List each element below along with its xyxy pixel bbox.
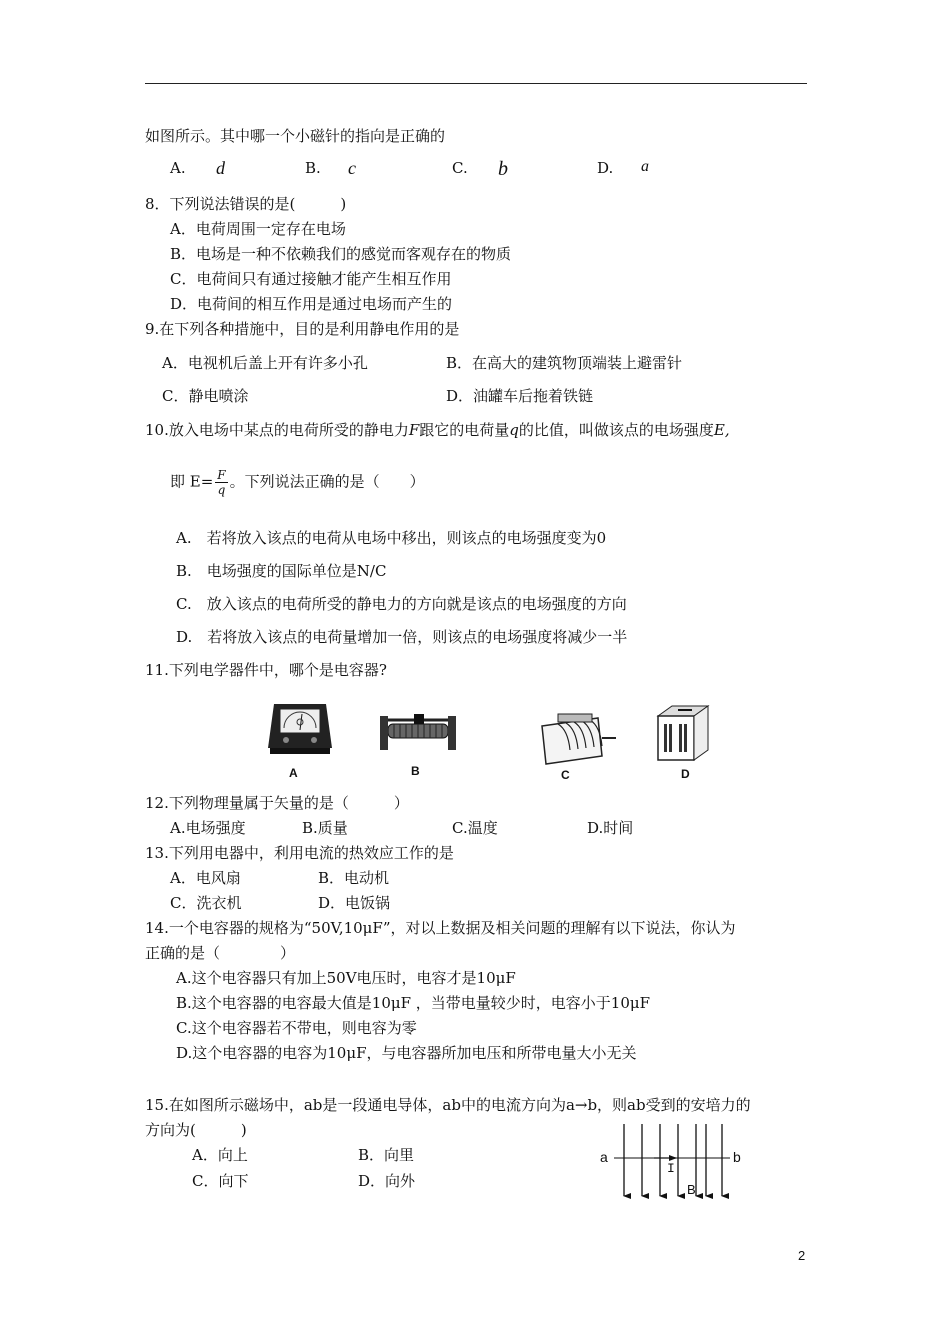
q12-option-b: B.质量 [302, 819, 348, 837]
q14-stem-line2: 正确的是（ ） [145, 944, 296, 962]
q10-stem-part-a: 10.放入电场中某点的电荷所受的静电力 [145, 421, 409, 439]
q10-formula-line [170, 468, 425, 497]
q10-option-a: A. 若将放入该点的电荷从电场中移出，则该点的电场强度变为0 [176, 529, 607, 547]
q11-label-c: C [561, 768, 570, 782]
q9-option-b: B．在高大的建筑物顶端装上避雷针 [446, 354, 683, 372]
rheostat-image [376, 708, 460, 756]
q14-option-c: C.这个电容器若不带电，则电容为零 [176, 1019, 417, 1037]
q15-stem-line2: 方向为( ) [145, 1121, 247, 1139]
q11-label-a: A [289, 766, 298, 780]
q15-option-c: C．向下 [192, 1172, 249, 1190]
q11-label-b: B [411, 764, 420, 778]
q13-option-a: A．电风扇 [170, 869, 241, 887]
q12-option-d: D.时间 [587, 819, 634, 837]
q10-formula-prefix: 即 E= [170, 472, 214, 491]
q8-option-c: C．电荷间只有通过接触才能产生相互作用 [170, 270, 452, 288]
q15-stem-line1: 15.在如图所示磁场中，ab是一段通电导体，ab中的电流方向为a→b，则ab受到的安培力的 [145, 1096, 751, 1114]
battery-image [652, 702, 712, 764]
q10-fraction [215, 468, 227, 497]
q7-option-b-value: c [348, 158, 356, 178]
q14-option-a: A.这个电容器只有加上50V电压时，电容才是10μF [176, 969, 516, 987]
q9-option-c: C．静电喷涂 [162, 387, 249, 405]
q15-figure-label-current: I [667, 1161, 675, 1176]
q14-option-d: D.这个电容器的电容为10μF，与电容器所加电压和所带电量大小无关 [176, 1044, 637, 1062]
q12-option-a: A.电场强度 [170, 819, 246, 837]
q15-figure-label-b: b [733, 1149, 741, 1165]
page-number: 2 [798, 1248, 806, 1263]
q12-stem: 12.下列物理量属于矢量的是（ ） [145, 794, 409, 812]
q11-label-d: D [681, 767, 690, 781]
q8-stem: 8．下列说法错误的是( ) [145, 195, 347, 213]
q15-figure-label-a: a [600, 1149, 608, 1165]
variable-capacitor-image [538, 712, 620, 770]
q7-text: 如图所示。其中哪一个小磁针的指向是正确的 [145, 127, 446, 145]
header-rule [145, 83, 807, 84]
q12-option-c: C.温度 [452, 819, 498, 837]
q11-stem: 11.下列电学器件中，哪个是电容器? [145, 661, 387, 679]
q8-option-d: D．电荷间的相互作用是通过电场而产生的 [170, 295, 453, 313]
q15-option-b: B．向里 [358, 1146, 415, 1164]
ammeter-image [266, 700, 336, 756]
q15-figure-label-field: B [687, 1182, 696, 1197]
q7-option-d-value: a [641, 158, 649, 175]
q10-option-d: D. 若将放入该点的电荷量增加一倍，则该点的电场强度将减少一半 [176, 628, 628, 646]
q9-option-d: D．油罐车后拖着铁链 [446, 387, 594, 405]
q15-option-d: D．向外 [358, 1172, 416, 1190]
q9-stem: 9.在下列各种措施中，目的是利用静电作用的是 [145, 320, 460, 338]
q7-option-d-letter: D. [597, 159, 614, 177]
field-lines [624, 1124, 722, 1196]
q7-option-b-letter: B. [305, 159, 321, 177]
q15-option-a: A．向上 [192, 1146, 248, 1164]
q13-stem: 13.下列用电器中，利用电流的热效应工作的是 [145, 844, 454, 862]
q13-option-b: B．电动机 [318, 869, 390, 887]
q8-option-a: A．电荷周围一定存在电场 [170, 220, 346, 238]
q8-option-b: B．电场是一种不依赖我们的感觉而客观存在的物质 [170, 245, 512, 263]
q10-fraction-denominator: q [217, 483, 226, 497]
q9-option-a: A．电视机后盖上开有许多小孔 [162, 354, 368, 372]
q14-stem-line1: 14.一个电容器的规格为“50V,10μF”，对以上数据及相关问题的理解有以下说法，你认为 [145, 919, 736, 937]
q7-option-c-letter: C. [452, 159, 468, 177]
q13-option-d: D．电饭锅 [318, 894, 391, 912]
q10-symbol-q: q [509, 421, 519, 439]
q10-stem-part-b: 跟它的电荷量 [419, 421, 510, 439]
q10-stem-part-c: 的比值，叫做该点的电场强度 [518, 421, 714, 439]
q10-option-b: B. 电场强度的国际单位是N/C [176, 562, 387, 580]
q10-stem [145, 419, 730, 440]
q10-fraction-numerator: F [217, 468, 226, 482]
q10-option-c: C. 放入该点的电荷所受的静电力的方向就是该点的电场强度的方向 [176, 595, 627, 613]
q10-formula-suffix: 。下列说法正确的是（ ） [229, 472, 425, 491]
q7-option-a-letter: A. [170, 159, 186, 177]
q10-symbol-f: F [408, 421, 420, 439]
q13-option-c: C．洗衣机 [170, 894, 242, 912]
q7-option-a-value: d [216, 158, 225, 178]
q7-option-c-value: b [498, 158, 508, 180]
q10-symbol-e: E, [713, 421, 730, 439]
q14-option-b: B.这个电容器的电容最大值是10μF ，当带电量较少时，电容小于10μF [176, 994, 651, 1012]
